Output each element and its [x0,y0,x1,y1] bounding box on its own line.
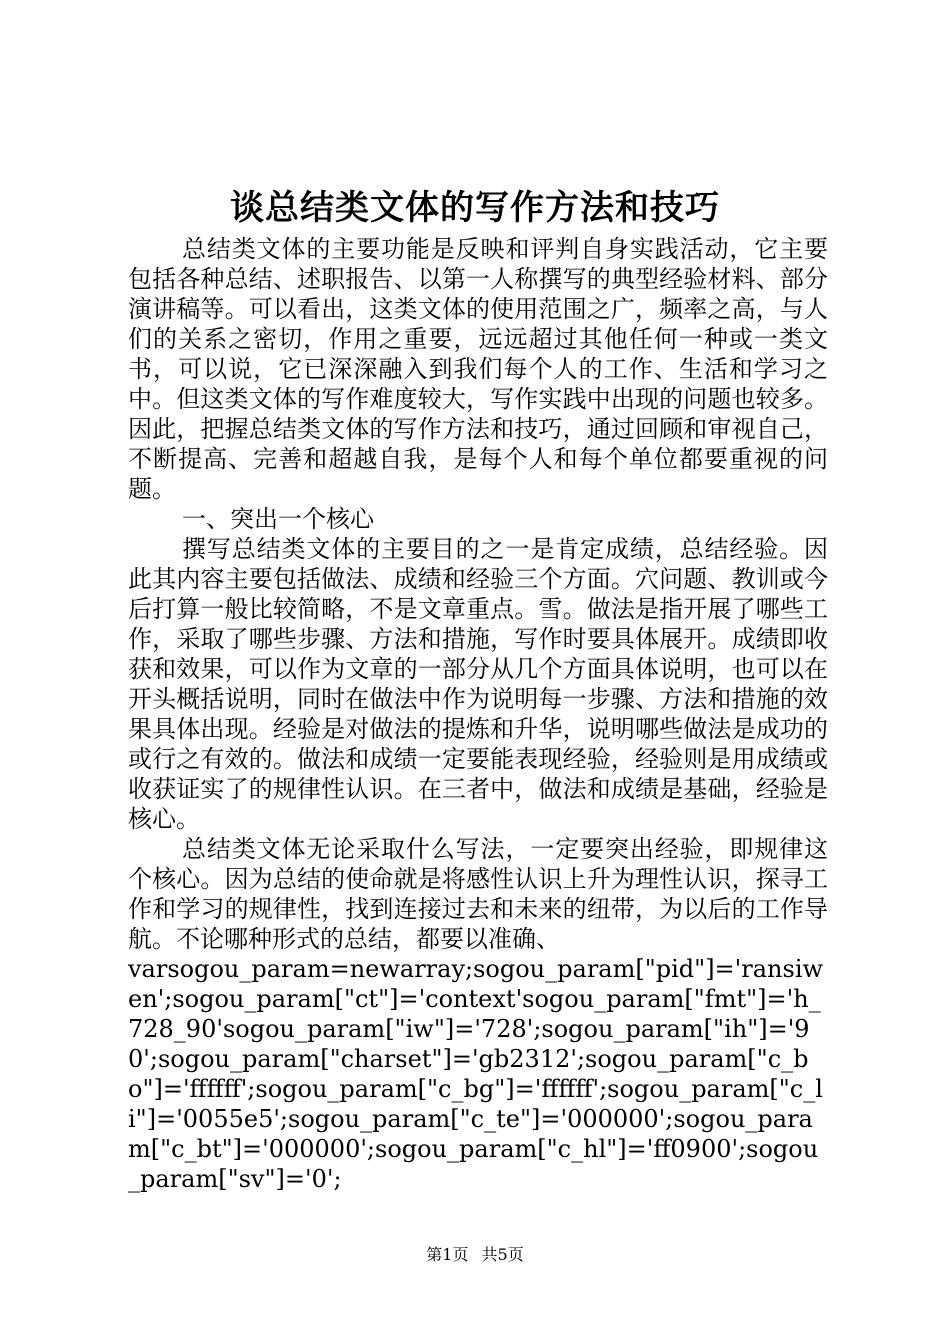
body-paragraph-3: 总结类文体无论采取什么写法，一定要突出经验，即规律这个核心。因为总结的使命就是将感性认识上升为理性认识，探寻工作和学习的规律性，找到连接过去和未来的纽带，为以后的工作导航。不论哪种形式的总结，都要以准确、 [128,835,828,953]
script-code-text: varsogou_param=newarray;sogou_param["pid"]='ransiwen';sogou_param["ct"]='context'sogou_param["fmt"]='h_728_90'sogou_param["iw"]='728';sogou_param["ih"]='90';sogou_param["charset"]='gb2312';sogou_param["c_bo"]='ffffff';sogou_param["c_bg"]='ffffff';sogou_param["c_li"]='0055e5';sogou_param["c_te"]='000000';sogou_param["c_bt"]='000000';sogou_param["c_hl"]='ff0900';sogou_param["sv"]='0'; [128,955,824,1193]
body-paragraph-2: 撰写总结类文体的主要目的之一是肯定成绩，总结经验。因此其内容主要包括做法、成绩和经验三个方面。穴问题、教训或今后打算一般比较简略，不是文章重点。雪。做法是指开展了哪些工作，采取了哪些步骤、方法和措施，写作时要具体展开。成绩即收获和效果，可以作为文章的一部分从几个方面具体说明，也可以在开头概括说明，同时在做法中作为说明每一步骤、方法和措施的效果具体出现。经验是对做法的提炼和升华，说明哪些做法是成功的或行之有效的。做法和成绩一定要能表现经验，经验则是用成绩或收获证实了的规律性认识。在三者中，做法和成绩是基础，经验是核心。 [128,535,828,833]
intro-paragraph: 总结类文体的主要功能是反映和评判自身实践活动，它主要包括各种总结、述职报告、以第一人称撰写的典型经验材料、部分演讲稿等。可以看出，这类文体的使用范围之广，频率之高，与人们的关系之密切，作用之重要，远远超过其他任何一种或一类文书，可以说，它已深深融入到我们每个人的工作、生活和学习之中。但这类文体的写作难度较大，写作实践中出现的问题也较多。因此，把握总结类文体的写作方法和技巧，通过回顾和审视自己，不断提高、完善和超越自我，是每个人和每个单位都要重视的问题。 [128,235,828,503]
document-body [128,234,828,1194]
page-total: 共5页 [481,1245,524,1264]
page-footer [0,1242,950,1265]
document-title: 谈总结类文体的写作方法和技巧 [230,188,720,228]
section-heading-1: 一、突出一个核心 [182,505,374,533]
page-number: 第1页 [426,1245,469,1264]
